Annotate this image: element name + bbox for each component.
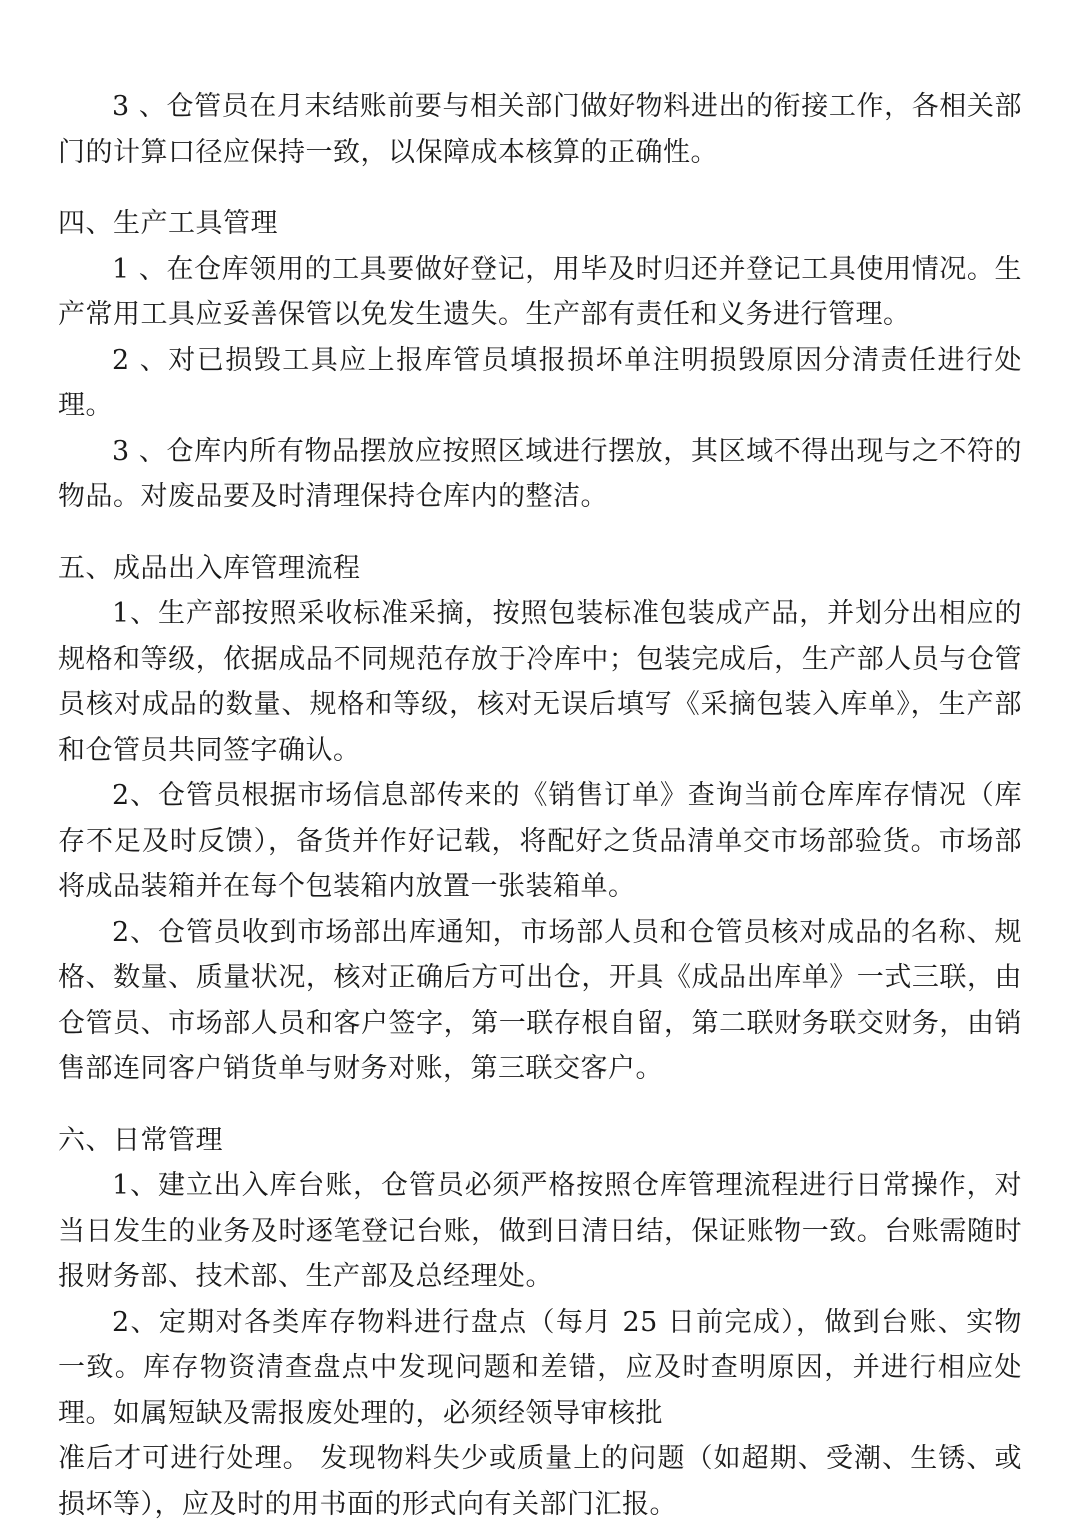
section-heading-tool-management: 四、生产工具管理 (58, 208, 278, 239)
section5-item-1: 1、生产部按照采收标准采摘，按照包装标准包装成产品，并划分出相应的规格和等级，依据成品不同规范存放于冷库中；包装完成后，生产部人员与仓管员核对成品的数量、规格和等级，核对无误后填写《采摘包装入库单》，生产部和仓管员共同签字确认。 (58, 598, 1022, 766)
section6-item-2: 2、定期对各类库存物料进行盘点（每月 25 日前完成），做到台账、实物一致。库存物资清查盘点中发现问题和差错，应及时查明原因，并进行相应处理。如属短缺及需报废处理的，必须经领导审核批 (58, 1306, 1022, 1429)
section-heading-daily-management: 六、日常管理 (58, 1124, 223, 1156)
section5-item-2: 2、仓管员根据市场信息部传来的《销售订单》查询当前仓库库存情况（库存不足及时反馈），备货并作好记载，将配好之货品清单交市场部验货。市场部将成品装箱并在每个包装箱内放置一张装箱单。 (58, 780, 1022, 902)
section4-item-3: 3 、仓库内所有物品摆放应按照区域进行摆放，其区域不得出现与之不符的物品。对废品要及时清理保持仓库内的整洁。 (58, 435, 1022, 512)
section6-item-2-continuation: 准后才可进行处理。 发现物料失少或质量上的问题（如超期、受潮、生锈、或损坏等），应及时的用书面的形式向有关部门汇报。 (58, 1443, 1022, 1520)
intro-paragraph: 3 、仓管员在月末结账前要与相关部门做好物料进出的衔接工作，各相关部门的计算口径应保持一致，以保障成本核算的正确性。 (58, 91, 1022, 168)
section5-item-3: 2、仓管员收到市场部出库通知，市场部人员和仓管员核对成品的名称、规格、数量、质量状况，核对正确后方可出仓，开具《成品出库单》一式三联，由仓管员、市场部人员和客户签字，第一联存根自留，第二联财务联交财务，由销售部连同客户销货单与财务对账，第三联交客户。 (58, 916, 1022, 1084)
section4-item-1: 1 、在仓库领用的工具要做好登记，用毕及时归还并登记工具使用情况。生产常用工具应妥善保管以免发生遗失。生产部有责任和义务进行管理。 (58, 253, 1022, 330)
section6-item-1: 1、建立出入库台账，仓管员必须严格按照仓库管理流程进行日常操作，对当日发生的业务及时逐笔登记台账，做到日清日结，保证账物一致。台账需随时报财务部、技术部、生产部及总经理处。 (58, 1170, 1022, 1292)
section4-item-2: 2 、对已损毁工具应上报库管员填报损坏单注明损毁原因分清责任进行处理。 (58, 344, 1022, 421)
section-heading-finished-goods-flow: 五、成品出入库管理流程 (58, 552, 361, 584)
